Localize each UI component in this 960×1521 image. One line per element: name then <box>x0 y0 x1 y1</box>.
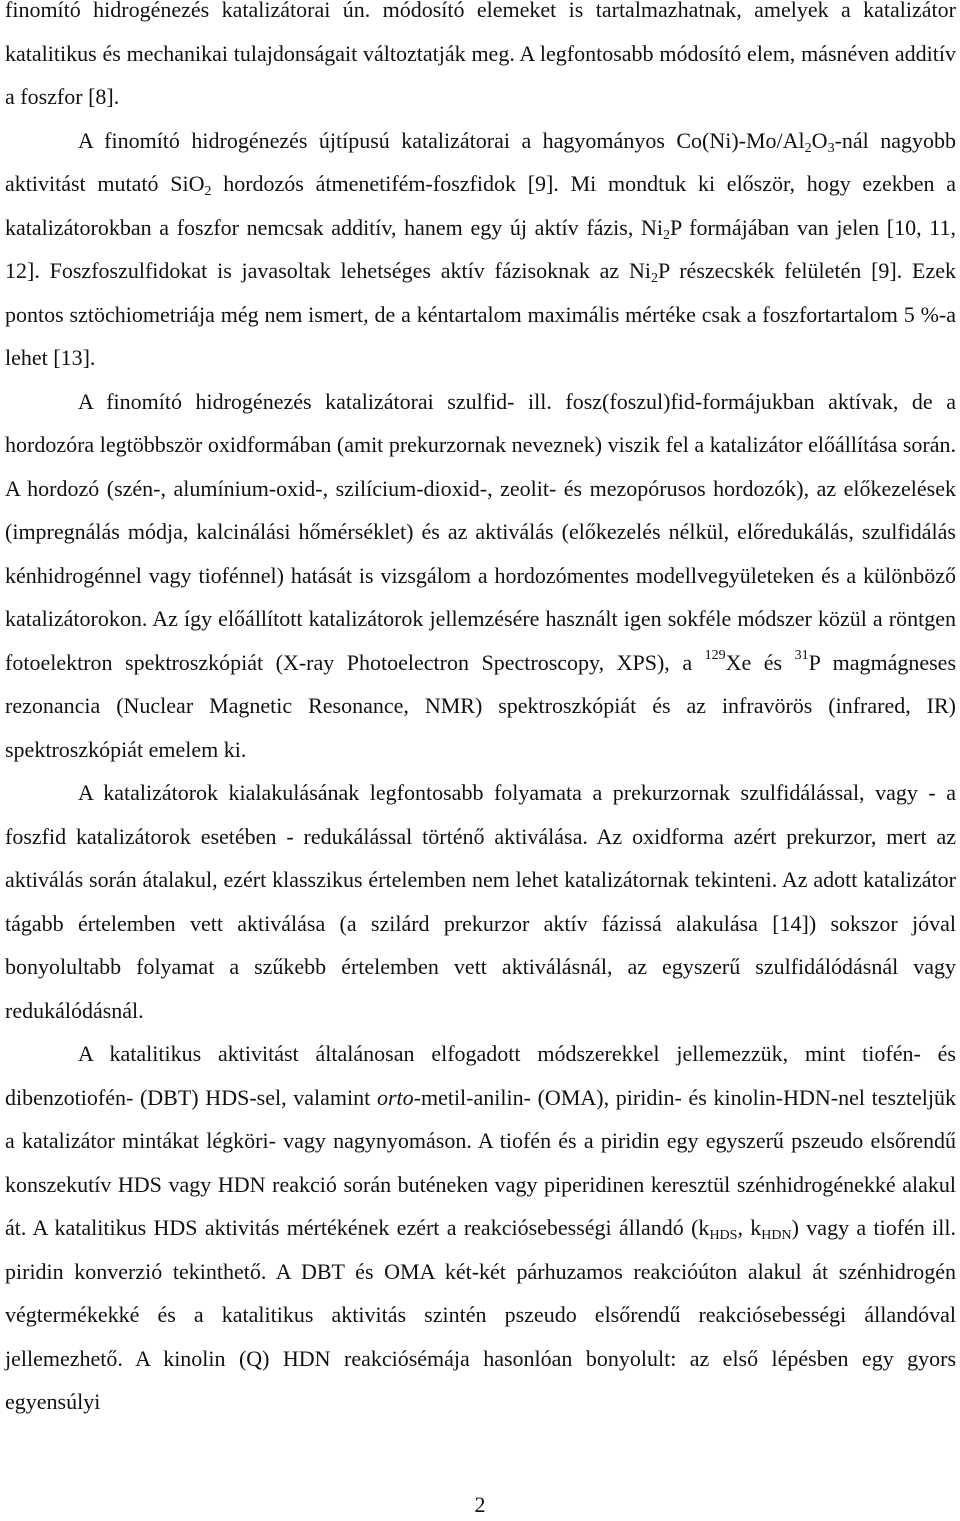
subscript: 2 <box>651 271 658 286</box>
subscript: 3 <box>827 140 835 156</box>
text-run: A katalizátorok kialakulásának legfontosabb folyamata a prekurzornak szulfidálással, vagy - a foszfid katalizátorok esetében - redukálással történő aktiválása. Az oxidforma azért prekurzor, mert az aktiválás során átalakul, ezért klasszikus értelemben nem lehet katalizátornak tekinteni. Az adott katalizátor tágabb értelemben vett aktiválása (a szilárd prekurzor aktív fázissá alakulása [14]) sokszor jóval bonyolultabb folyamat a szűkebb értelemben vett aktiválásnál, az egyszerű szulfidálódásnál vagy redukálódásnál. <box>5 780 956 1023</box>
text-run: ) vagy a tiofén ill. piridin konverzió tekinthető. A DBT és OMA két-két párhuzamos reakcióúton alakul át szénhidrogén végtermékekké és a katalitikus aktivitás szintén pszeudo elsőrendű reakciósebességi állandóval jellemezhető. A kinolin (Q) HDN reakciósémája hasonlóan bonyolult: az első lépésben egy gyors egyensúlyi <box>5 1215 956 1414</box>
subscript: 2 <box>804 140 812 156</box>
paragraph <box>5 0 956 119</box>
paragraph <box>5 1032 956 1424</box>
subscript: 2 <box>204 184 212 199</box>
text-run: finomító hidrogénezés katalizátorai ún. módosító elemeket is tartalmazhatnak, amelyek a katalizátor katalitikus és mechanikai tulajdonságait változtatják meg. A legfontosabb módosító elem, másnéven additív a foszfor [8]. <box>5 0 956 109</box>
italic-text: orto <box>376 1084 414 1110</box>
text-run: P formájában van jelen [10, 11, 12]. Foszfoszulfidokat is javasoltak lehetséges aktív fázisoknak az Ni <box>5 214 956 283</box>
text-run: hordozós átmenetifém-foszfidok [9]. Mi mondtuk ki először, hogy ezekben a katalizátorokban a foszfor nemcsak additív, hanem egy új aktív fázis, Ni <box>5 171 956 240</box>
subscript: HDS <box>709 1228 738 1243</box>
text-run: Xe és <box>725 649 795 675</box>
subscript: HDN <box>761 1228 792 1243</box>
document-body <box>5 0 956 1424</box>
superscript: 129 <box>704 647 726 663</box>
paragraph <box>5 119 956 380</box>
text-run: -nál nagyobb aktivitást mutató SiO <box>5 127 956 196</box>
subscript: 2 <box>663 227 671 243</box>
paragraph <box>5 380 956 772</box>
page-number: 2 <box>474 1492 486 1517</box>
text-run: P magmágneses rezonancia (Nuclear Magnetic Resonance, NMR) spektroszkópiát és az infravörös (infrared, IR) spektroszkópiát emelem ki. <box>5 649 957 762</box>
text-run: O <box>811 127 828 153</box>
superscript: 31 <box>794 647 809 663</box>
text-run: A katalitikus aktivitást általánosan elfogadott módszerekkel jellemezzük, mint tiofén- és dibenzotiofén- (DBT) HDS-sel, valamint <box>5 1041 956 1110</box>
paragraph <box>5 771 956 1032</box>
text-run: A finomító hidrogénezés újtípusú katalizátorai a hagyományos Co(Ni)-Mo/Al <box>78 127 805 153</box>
text-run: -metil-anilin- (OMA), piridin- és kinolin-HDN-nel teszteljük a katalizátor mintákat légköri- vagy nagynyomáson. A tiofén és a piridin egy egyszerű pszeudo elsőrendű konszekutív HDS vagy HDN reakció során buténeken vagy piperidinen keresztül szénhidrogénekké alakul át. A katalitikus HDS aktivitás mértékének ezért a reakciósebességi állandó (k <box>5 1084 956 1240</box>
text-run: P részecskék felületén [9]. Ezek pontos sztöchiometriája még nem ismert, de a kéntartalom maximális mértéke csak a foszfortartalom 5 %-a lehet [13]. <box>5 258 956 370</box>
text-run: A finomító hidrogénezés katalizátorai szulfid- ill. fosz(foszul)fid-formájukban aktívak, de a hordozóra legtöbbször oxidformában (amit prekurzornak neveznek) viszik fel a katalizátor előállítása során. A hordozó (szén-, alumínium-oxid-, szilícium-dioxid-, zeolit- és mezopórusos hordozók), az előkezelések (impregnálás módja, kalcinálási hőmérséklet) és az aktiválás (előkezelés nélkül, előredukálás, szulfidálás kénhidrogénnel vagy tiofénnel) hatását is vizsgálom a hordozómentes modellvegyületeken és a különböző katalizátorokon. Az így előállított katalizátorok jellemzésére használt igen sokféle módszer közül a röntgen fotoelektron spektroszkópiát (X-ray Photoelectron Spectroscopy, XPS), a <box>5 388 956 675</box>
text-run: , k <box>737 1215 762 1240</box>
